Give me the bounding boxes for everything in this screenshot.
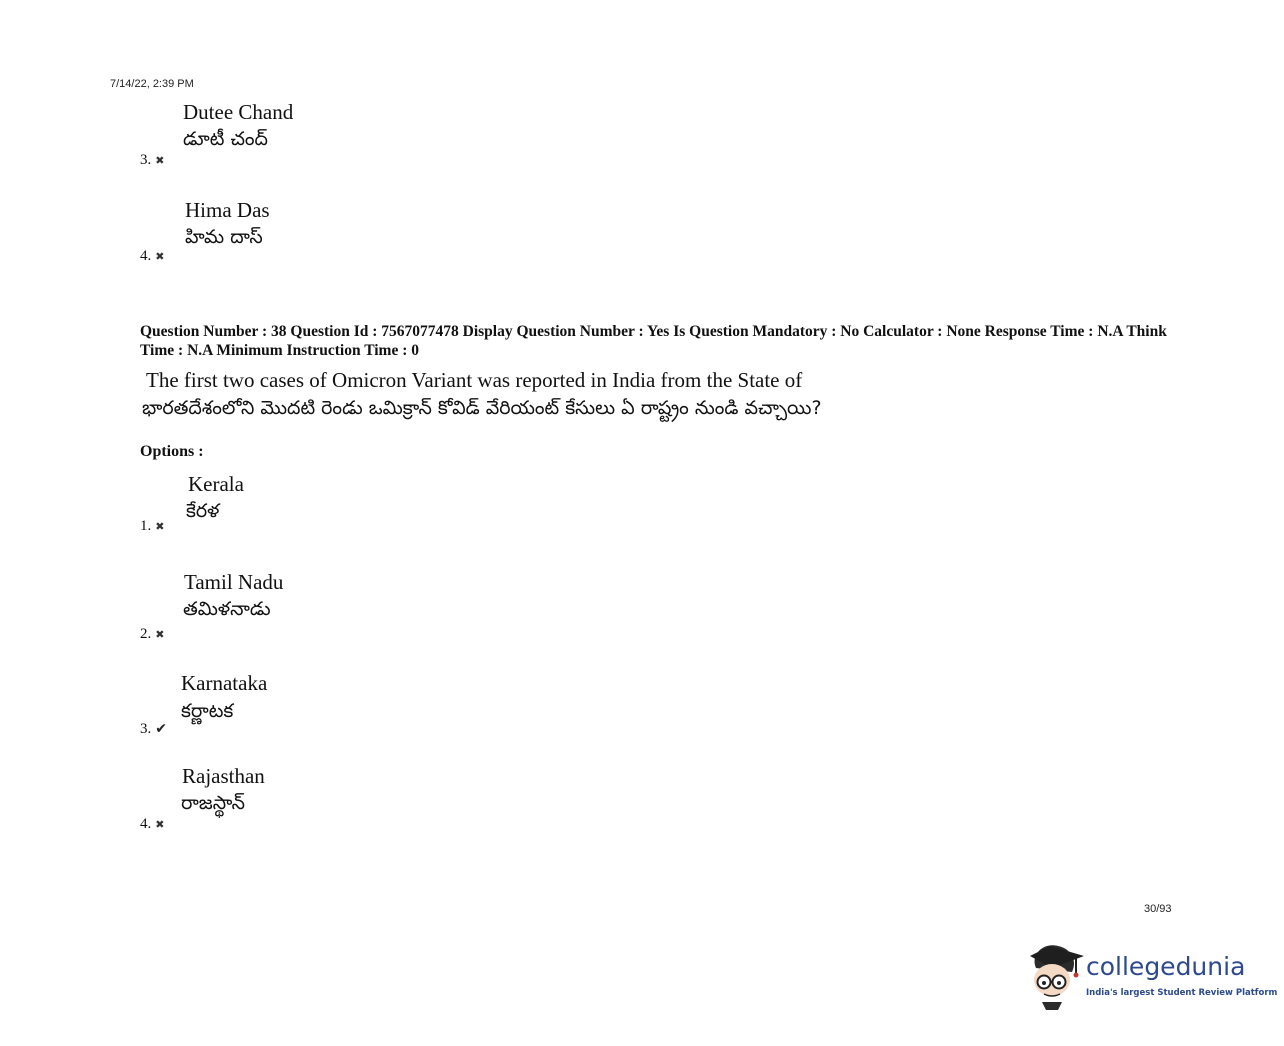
page-number: 30/93 bbox=[1144, 903, 1172, 915]
cross-mark-icon: ✖ bbox=[155, 250, 165, 263]
option-number: 4. ✖ bbox=[140, 816, 165, 832]
option-english: Rajasthan bbox=[182, 764, 265, 788]
cross-mark-icon: ✖ bbox=[155, 154, 165, 167]
question-meta: Question Number : 38 Question Id : 7567077478 Display Question Number : Yes Is Question Mandatory : No Calculator : None Response Time : N.A Think Time : N.A Minimum Instruction Time : 0 bbox=[140, 323, 1167, 359]
option-telugu: తమిళనాడు bbox=[183, 598, 271, 620]
cross-mark-icon: ✖ bbox=[155, 520, 165, 533]
option-english: Hima Das bbox=[185, 198, 270, 222]
cross-mark-icon: ✖ bbox=[155, 818, 165, 831]
logo-wordmark: collegedunia bbox=[1086, 952, 1246, 981]
option-number: 2. ✖ bbox=[140, 626, 165, 642]
option-telugu: రాజస్థాన్ bbox=[181, 792, 245, 814]
option-number: 3. ✔ bbox=[140, 721, 167, 737]
option-number: 1. ✖ bbox=[140, 518, 165, 534]
option-telugu: కేరళ bbox=[186, 500, 220, 522]
question-text-telugu: భారతదేశంలోని మొదటి రెండు ఒమిక్రాన్ కోవిడ్ వేరియంట్ కేసులు ఏ రాష్ట్రం నుండి వచ్చాయి? bbox=[142, 397, 822, 419]
option-english: Karnataka bbox=[181, 671, 268, 695]
option-english: Tamil Nadu bbox=[184, 570, 284, 594]
question-text-english: The first two cases of Omicron Variant was reported in India from the State of bbox=[146, 368, 803, 392]
mascot-icon bbox=[1022, 938, 1086, 1010]
logo-tagline: India's largest Student Review Platform bbox=[1086, 988, 1278, 998]
option-number: 4. ✖ bbox=[140, 248, 165, 264]
option-number: 3. ✖ bbox=[140, 152, 165, 168]
option-telugu: హిమ దాస్ bbox=[185, 226, 263, 248]
print-timestamp: 7/14/22, 2:39 PM bbox=[110, 78, 194, 90]
collegedunia-logo bbox=[1022, 938, 1278, 1010]
option-english: Dutee Chand bbox=[183, 100, 294, 124]
options-label: Options : bbox=[140, 443, 204, 460]
cross-mark-icon: ✖ bbox=[155, 628, 165, 641]
option-english: Kerala bbox=[188, 472, 244, 496]
option-telugu: డూటీ చంద్ bbox=[183, 128, 268, 150]
option-telugu: కర్ణాటక bbox=[181, 700, 234, 722]
check-mark-icon: ✔ bbox=[155, 721, 167, 737]
